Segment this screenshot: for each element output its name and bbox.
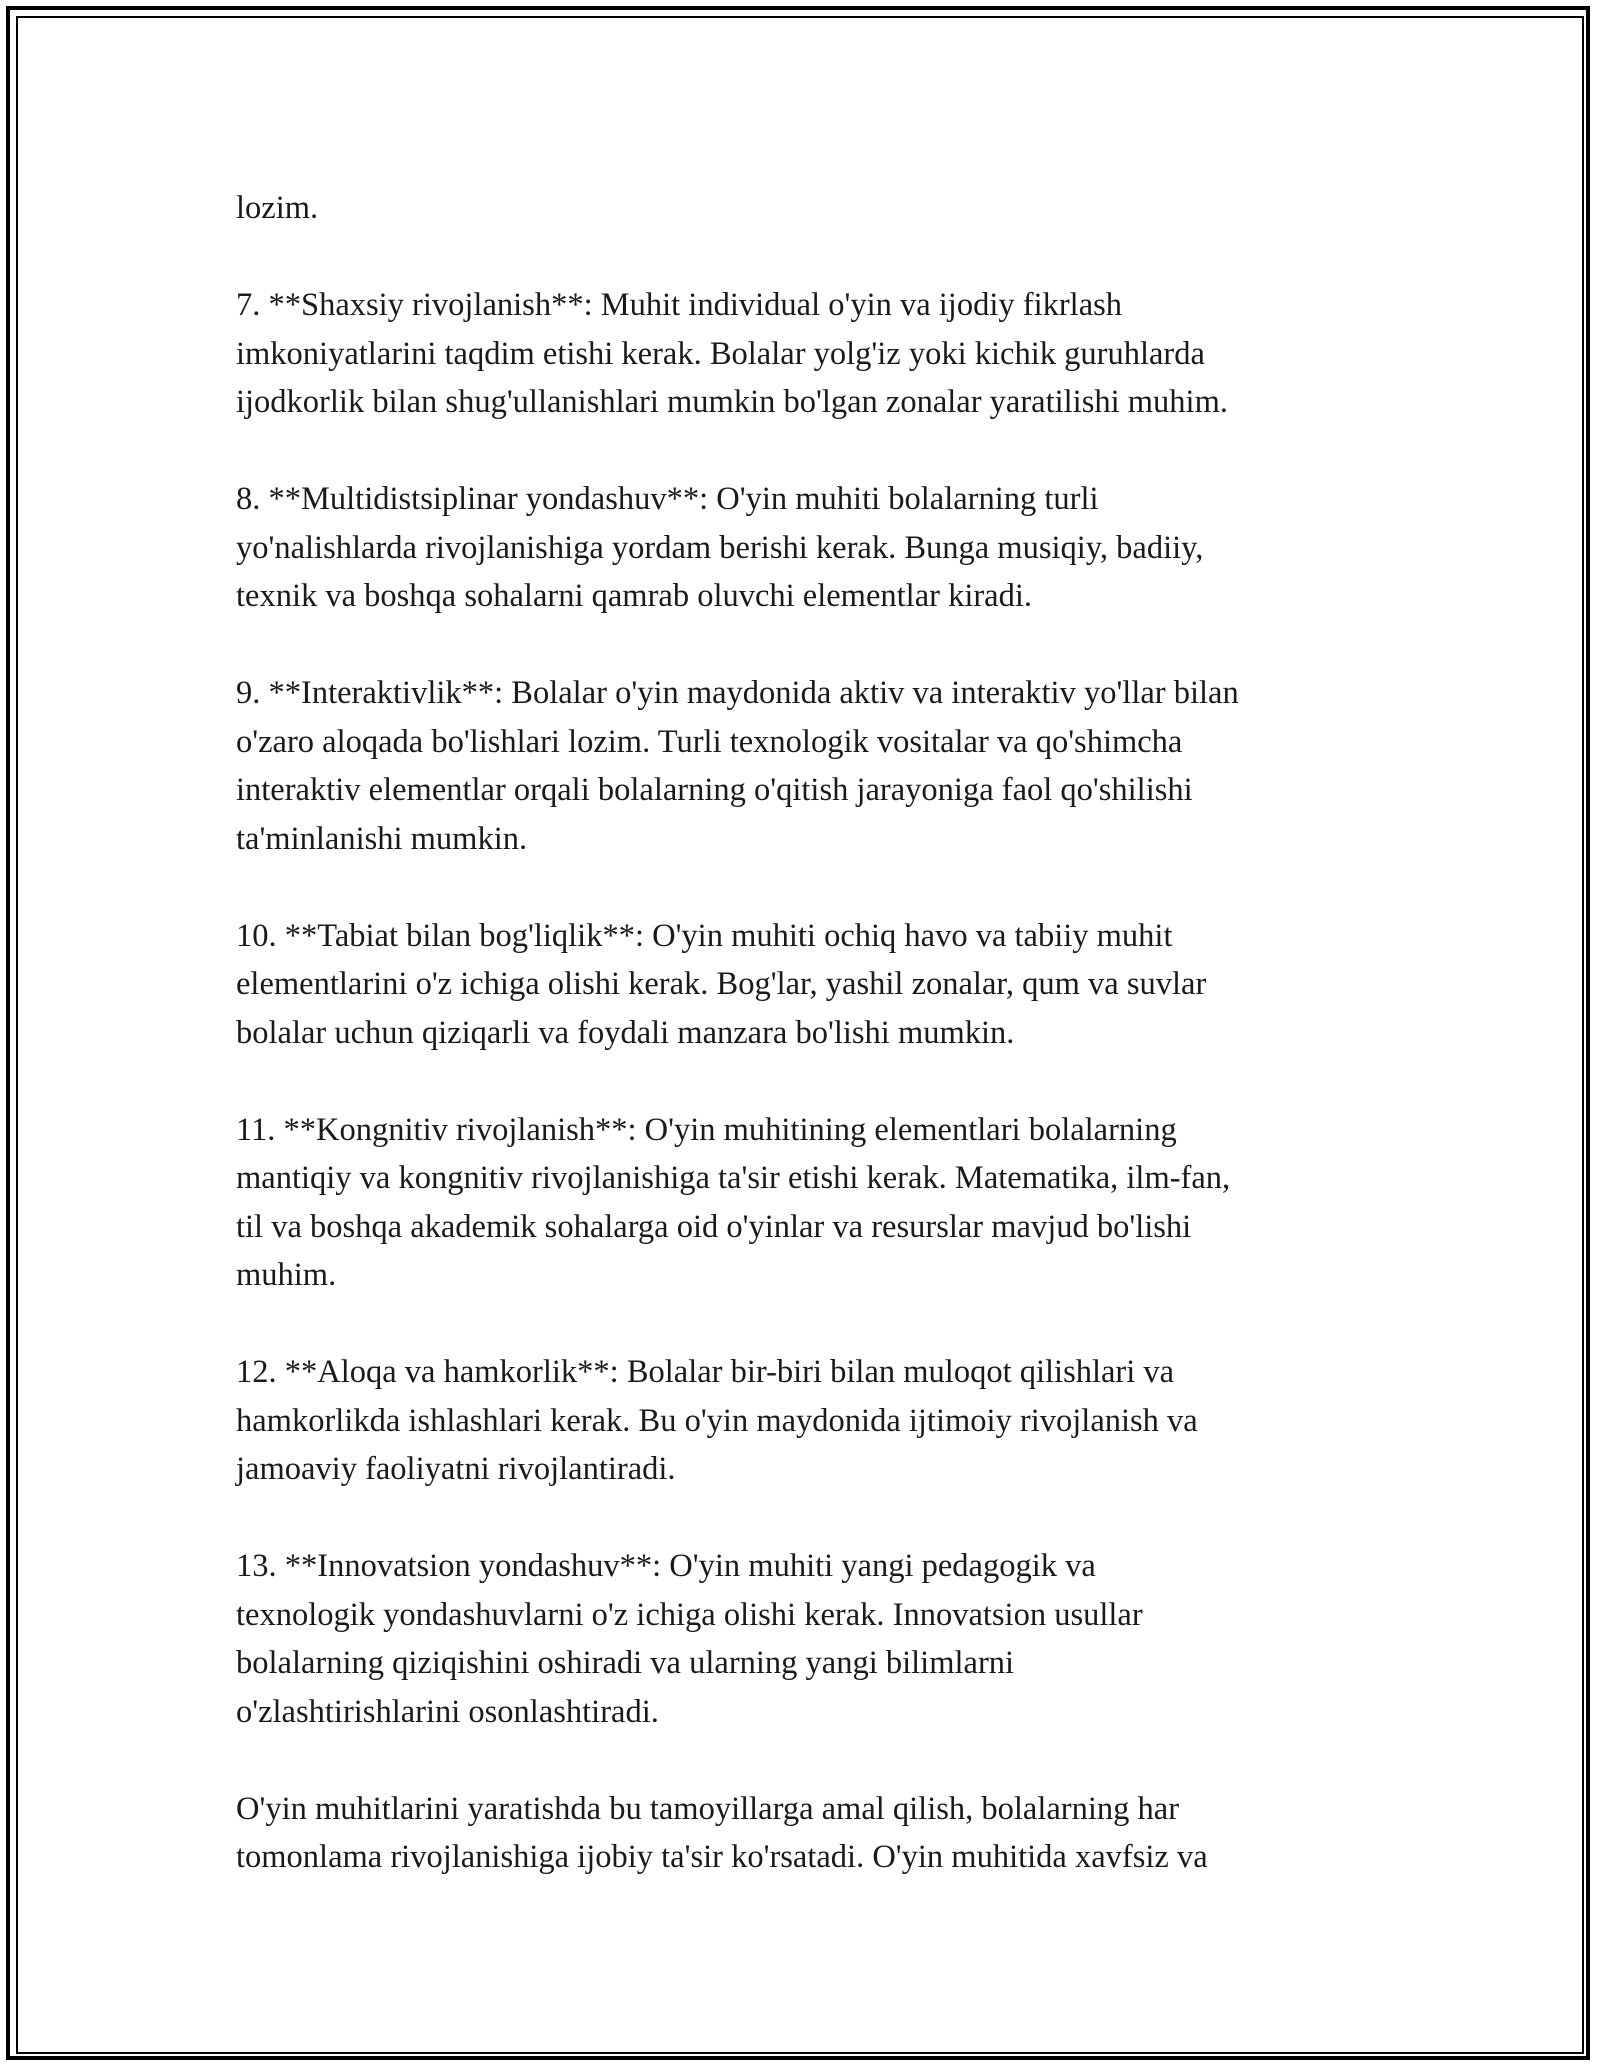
text-line: elementlarini o'z ichiga olishi kerak. Bog'lar, yashil zonalar, qum va suvlar: [236, 966, 1207, 1002]
text-line: bolalar uchun qiziqarli va foydali manzara bo'lishi mumkin.: [236, 1014, 1015, 1051]
paragraph-continuation: [236, 184, 1386, 233]
list-item-10: [236, 912, 1386, 1058]
text-line: yo'nalishlarda rivojlanishiga yordam berishi kerak. Bunga musiqiy, badiiy,: [236, 529, 1204, 566]
document-body: [236, 184, 1386, 1882]
text-line: texnik va boshqa sohalarni qamrab oluvchi elementlar kiradi.: [236, 578, 1032, 614]
list-item-13: [236, 1542, 1386, 1736]
text-line: lozim.: [236, 190, 319, 226]
text-line: jamoaviy faoliyatni rivojlantiradi.: [236, 1451, 676, 1487]
text-line: hamkorlikda ishlashlari kerak. Bu o'yin maydonida ijtimoiy rivojlanish va: [236, 1402, 1198, 1439]
text-line: 9. **Interaktivlik**: Bolalar o'yin maydonida aktiv va interaktiv yo'llar bilan: [236, 675, 1239, 711]
text-line: 13. **Innovatsion yondashuv**: O'yin muhiti yangi pedagogik va: [236, 1548, 1096, 1584]
list-item-9: [236, 669, 1386, 863]
text-line: 7. **Shaxsiy rivojlanish**: Muhit individual o'yin va ijodiy fikrlash: [236, 287, 1123, 323]
text-line: bolalarning qiziqishini oshiradi va ularning yangi bilimlarni: [236, 1645, 1015, 1681]
text-line: 11. **Kongnitiv rivojlanish**: O'yin muhitining elementlari bolalarning: [236, 1111, 1177, 1148]
list-item-12: [236, 1348, 1386, 1494]
text-line: O'yin muhitlarini yaratishda bu tamoyillarga amal qilish, bolalarning har: [236, 1790, 1180, 1827]
text-line: 8. **Multidistsiplinar yondashuv**: O'yin muhiti bolalarning turli: [236, 481, 1099, 517]
text-line: ta'minlanishi mumkin.: [236, 820, 528, 857]
text-line: 10. **Tabiat bilan bog'liqlik**: O'yin muhiti ochiq havo va tabiiy muhit: [236, 917, 1173, 954]
paragraph-conclusion: [236, 1785, 1386, 1882]
list-item-11: [236, 1106, 1386, 1300]
text-line: til va boshqa akademik sohalarga oid o'yinlar va resurslar mavjud bo'lishi: [236, 1208, 1192, 1245]
list-item-8: [236, 475, 1386, 621]
text-line: 12. **Aloqa va hamkorlik**: Bolalar bir-biri bilan muloqot qilishlari va: [236, 1354, 1175, 1390]
text-line: texnologik yondashuvlarni o'z ichiga olishi kerak. Innovatsion usullar: [236, 1596, 1143, 1633]
text-line: imkoniyatlarini taqdim etishi kerak. Bolalar yolg'iz yoki kichik guruhlarda: [236, 335, 1205, 372]
text-line: muhim.: [236, 1257, 337, 1293]
text-line: o'zaro aloqada bo'lishlari lozim. Turli texnologik vositalar va qo'shimcha: [236, 723, 1183, 760]
text-line: interaktiv elementlar orqali bolalarning o'qitish jarayoniga faol qo'shilishi: [236, 772, 1193, 808]
text-line: ijodkorlik bilan shug'ullanishlari mumkin bo'lgan zonalar yaratilishi muhim.: [236, 384, 1228, 420]
text-line: tomonlama rivojlanishiga ijobiy ta'sir ko'rsatadi. O'yin muhitida xavfsiz va: [236, 1839, 1208, 1875]
list-item-7: [236, 281, 1386, 427]
text-line: o'zlashtirishlarini osonlashtiradi.: [236, 1693, 659, 1730]
text-line: mantiqiy va kongnitiv rivojlanishiga ta'sir etishi kerak. Matematika, ilm-fan,: [236, 1160, 1231, 1196]
